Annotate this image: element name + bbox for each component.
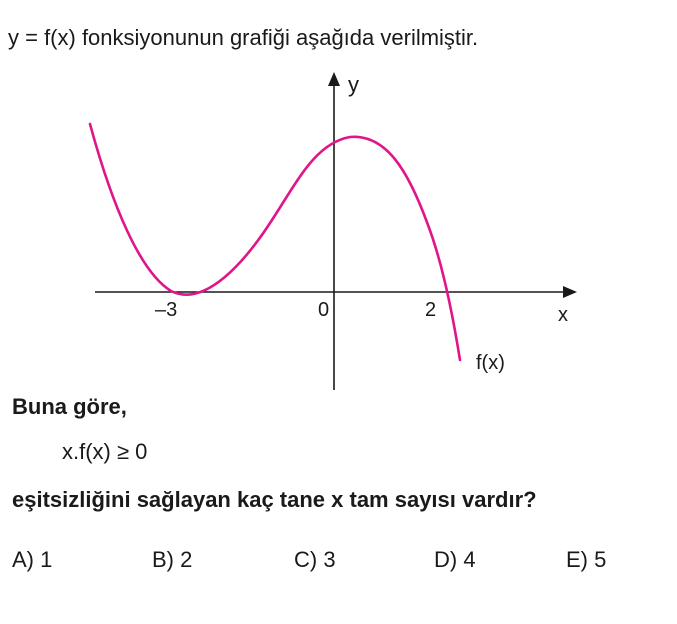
choice-a[interactable]: A) 1 — [12, 547, 53, 572]
tick-label-2: 2 — [425, 299, 437, 321]
answer-choices — [0, 546, 677, 576]
question-prompt: eşitsizliğini sağlayan kaç tane x tam sayısı vardır? — [12, 487, 537, 512]
choice-e[interactable]: E) 5 — [566, 547, 607, 572]
x-axis-arrow-icon — [563, 286, 577, 298]
y-axis-label: y — [348, 72, 359, 97]
tick-label-0: 0 — [318, 299, 330, 321]
choice-d[interactable]: D) 4 — [434, 547, 476, 572]
function-curve — [90, 124, 460, 360]
inequality-text: x.f(x) ≥ 0 — [62, 439, 148, 464]
question-intro: y = f(x) fonksiyonunun grafiği aşağıda verilmiştir. — [8, 25, 479, 50]
tick-label-minus-3: –3 — [155, 299, 178, 321]
choice-b[interactable]: B) 2 — [152, 547, 193, 572]
x-axis-label: x — [558, 304, 568, 326]
y-axis-arrow-icon — [328, 72, 340, 86]
choice-c[interactable]: C) 3 — [294, 547, 336, 572]
curve-label: f(x) — [476, 352, 505, 374]
lead-text: Buna göre, — [12, 394, 127, 419]
